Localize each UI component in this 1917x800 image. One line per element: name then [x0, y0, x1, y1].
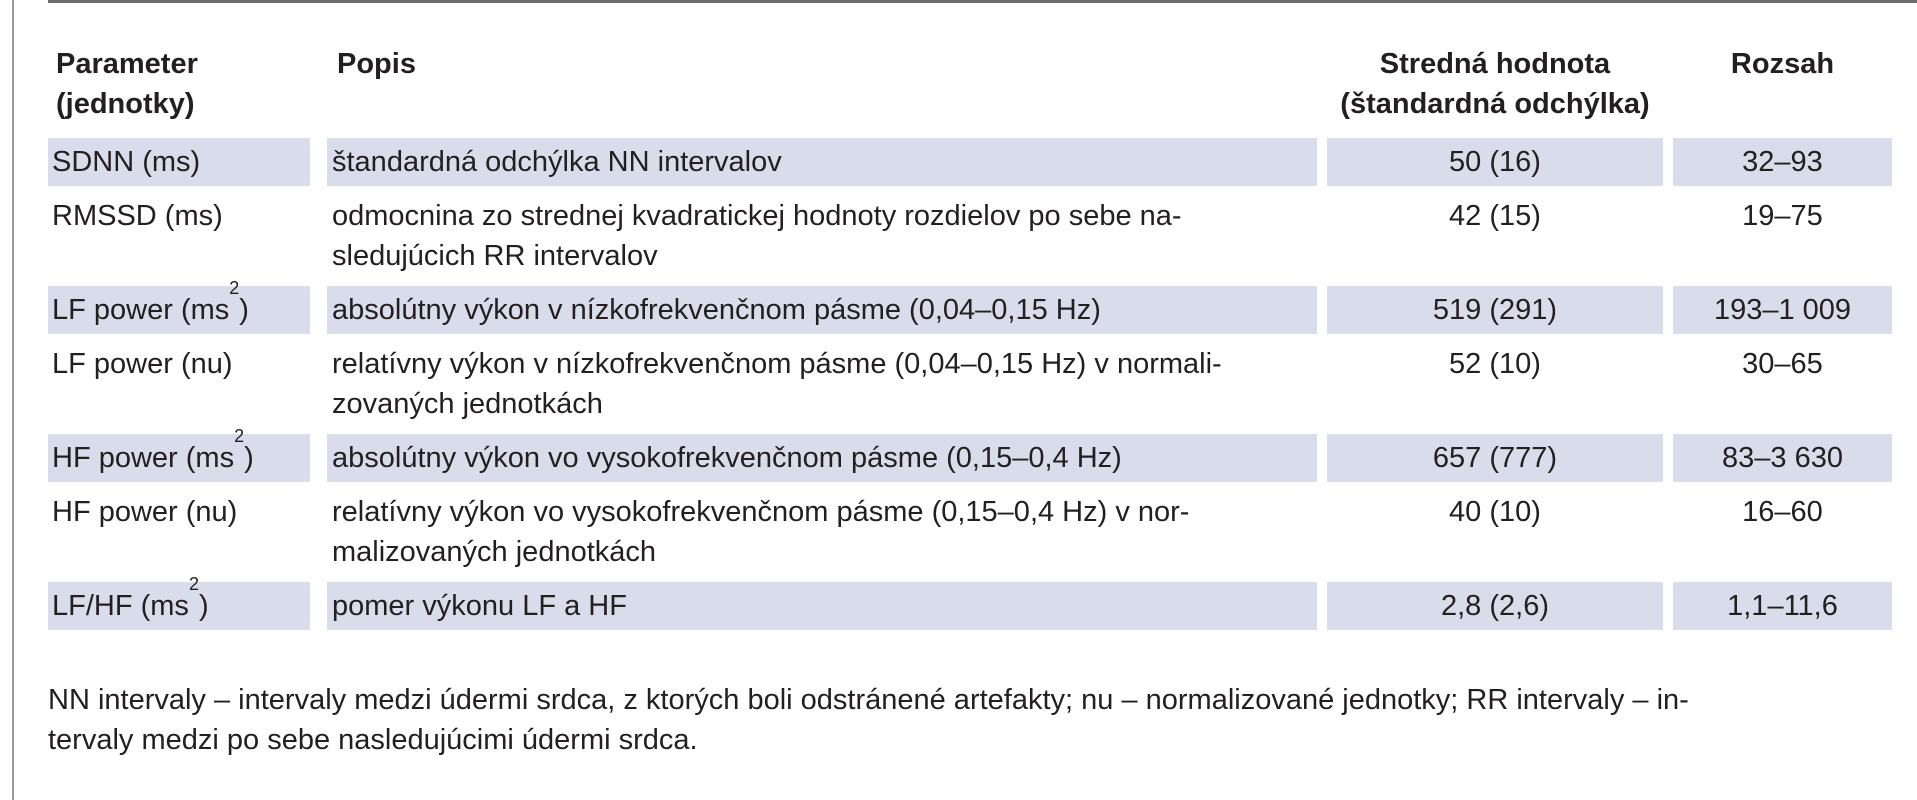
cell-range: 19–75: [1742, 200, 1823, 232]
header-mean-line1: Stredná hodnota: [1379, 48, 1611, 80]
parameter-suffix: ): [198, 590, 209, 622]
description-line: pomer výkonu LF a HF: [332, 590, 627, 622]
cell-parameter: [48, 574, 310, 630]
table-row: [48, 138, 1892, 186]
parameter-superscript: 2: [188, 574, 199, 594]
parameter-label: [52, 574, 209, 622]
cell-range: 1,1–11,6: [1673, 582, 1892, 630]
header-range: Rozsah: [1730, 48, 1835, 80]
table-header-row: [48, 40, 1892, 132]
cell-parameter: [48, 192, 310, 280]
cell-range: 193–1 009: [1673, 286, 1892, 334]
description-line: relatívny výkon v nízkofrekvenčnom pásme (0,04–0,15 Hz) v normali-: [332, 348, 1222, 380]
description-line: odmocnina zo strednej kvadratickej hodnoty rozdielov po sebe na-: [332, 200, 1182, 232]
table-row: [48, 278, 1892, 334]
cell-range: 83–3 630: [1673, 434, 1892, 482]
cell-mean: 657 (777): [1327, 434, 1663, 482]
header-parameter-line2: (jednotky): [56, 88, 195, 120]
description-line: malizovaných jednotkách: [332, 536, 657, 568]
description-line: zovaných jednotkách: [332, 388, 603, 420]
parameter-label: [52, 348, 233, 380]
parameter-text: LF/HF (ms: [52, 590, 189, 622]
parameter-label: [52, 146, 200, 178]
parameter-superscript: 2: [229, 278, 240, 298]
parameter-superscript: 2: [234, 426, 245, 446]
header-parameter: [52, 44, 318, 124]
cell-range: 30–65: [1742, 348, 1823, 380]
cell-description: [327, 488, 1317, 576]
cell-mean: 40 (10): [1449, 496, 1541, 528]
parameter-label: [52, 200, 223, 232]
cell-parameter: [48, 426, 310, 482]
table-row: [48, 192, 1892, 280]
parameter-text: LF power (ms: [52, 294, 230, 326]
table-footnote: [48, 680, 1888, 760]
cell-mean: 50 (16): [1327, 138, 1663, 186]
cell-description: [327, 286, 1317, 334]
cell-description: [327, 340, 1317, 428]
cell-range: 16–60: [1742, 496, 1823, 528]
header-parameter-line1: Parameter: [56, 48, 198, 80]
parameter-text: HF power (ms: [52, 442, 235, 474]
parameter-text: LF power (nu): [52, 348, 233, 380]
cell-parameter: [48, 488, 310, 576]
cell-description: [327, 192, 1317, 280]
cell-description: [327, 582, 1317, 630]
description-line: absolútny výkon vo vysokofrekvenčnom pásme (0,15–0,4 Hz): [332, 442, 1122, 474]
table-top-rule: [48, 0, 1917, 3]
cell-range: 32–93: [1673, 138, 1892, 186]
header-popis: Popis: [337, 48, 416, 80]
table-body: [48, 138, 1892, 630]
cell-mean: 52 (10): [1449, 348, 1541, 380]
cell-mean: 42 (15): [1449, 200, 1541, 232]
table-row: [48, 340, 1892, 428]
cell-parameter: [48, 340, 310, 428]
parameter-text: SDNN (ms): [52, 146, 201, 178]
parameter-label: [52, 278, 249, 326]
cell-parameter: [48, 138, 310, 186]
table-row: [48, 488, 1892, 576]
footnote-line1: NN intervaly – intervaly medzi údermi srdca, z ktorých boli odstránené artefakty; nu – normalizované jednotky; RR intervaly – in-: [48, 684, 1689, 716]
description-line: sledujúcich RR intervalov: [332, 240, 658, 272]
cell-description: [327, 138, 1317, 186]
header-mean-line2: (štandardná odchýlka): [1340, 88, 1650, 120]
parameter-text: RMSSD (ms): [52, 200, 223, 232]
parameter-label: [52, 426, 254, 474]
cell-mean: 2,8 (2,6): [1327, 582, 1663, 630]
cell-description: [327, 434, 1317, 482]
description-line: relatívny výkon vo vysokofrekvenčnom pásme (0,15–0,4 Hz) v nor-: [332, 496, 1190, 528]
table-row: [48, 574, 1892, 630]
parameter-label: [52, 496, 237, 528]
table-row: [48, 426, 1892, 482]
hrv-parameters-table: [48, 40, 1892, 630]
cell-mean: 519 (291): [1327, 286, 1663, 334]
page-left-border: [12, 0, 14, 800]
parameter-suffix: ): [244, 442, 254, 474]
parameter-text: HF power (nu): [52, 496, 238, 528]
cell-parameter: [48, 278, 310, 334]
footnote-line2: tervaly medzi po sebe nasledujúcimi údermi srdca.: [48, 724, 698, 756]
description-line: absolútny výkon v nízkofrekvenčnom pásme (0,04–0,15 Hz): [332, 294, 1101, 326]
description-line: štandardná odchýlka NN intervalov: [332, 146, 782, 178]
header-mean: [1327, 44, 1663, 124]
parameter-suffix: ): [239, 294, 249, 326]
